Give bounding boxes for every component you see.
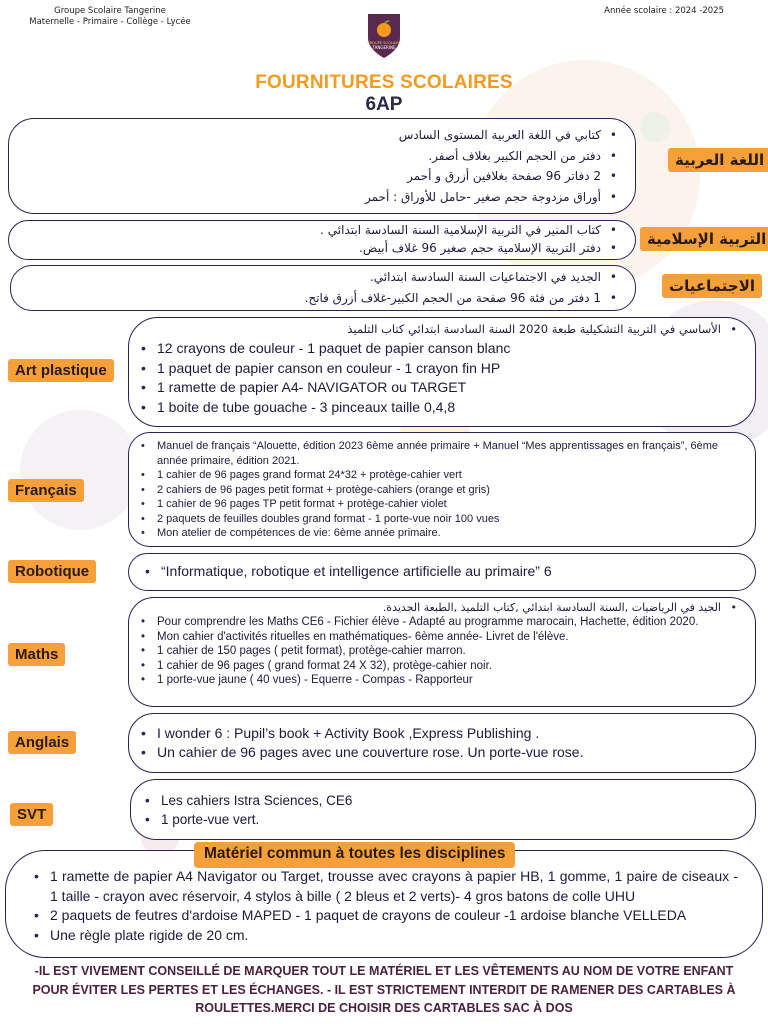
common-list: [30, 867, 738, 945]
subject-label-english: Anglais: [8, 731, 76, 754]
subject-label-art: Art plastique: [8, 359, 114, 382]
list-item: • 1 ramette de papier A4- NAVIGATOR ou TARGET: [137, 378, 737, 398]
list-item: • “Informatique, robotique et intelligence artificielle au primaire” 6: [141, 562, 741, 581]
common-section-title: Matériel commun à toutes les disciplines: [194, 842, 515, 868]
decorative-circle: [640, 112, 670, 142]
list-item: • Une règle plate rigide de 20 cm.: [30, 926, 738, 946]
list-item: • Mon atelier de compétences de vie: 6ème année primaire.: [137, 526, 743, 541]
school-header: [20, 6, 200, 28]
english-box: [128, 713, 756, 773]
subject-label-robotics: Robotique: [8, 560, 96, 583]
list-item: • 1 cahier de 96 pages ( grand format 24 X 32), protège-cahier noir.: [137, 659, 745, 674]
list-item: • 1 دفتر من فئة 96 صفحة من الحجم الكبير-غلاف أزرق فاتح.: [21, 288, 621, 309]
school-logo: [366, 12, 402, 60]
school-levels: Maternelle - Primaire - Collège - Lycée: [29, 17, 191, 27]
subject-label-maths: Maths: [8, 643, 65, 666]
french-list: [137, 439, 743, 541]
islamic-list: [21, 221, 621, 257]
maths-box: [128, 597, 756, 707]
list-item: • كتاب المنير في التربية الإسلامية السنة السادسة ابتدائي .: [21, 221, 621, 239]
subject-label-svt: SVT: [10, 803, 53, 826]
subject-label-arabic: اللغة العربية: [668, 148, 768, 172]
footer-notice: -IL EST VIVEMENT CONSEILLÉ DE MARQUER TOUT LE MATÉRIEL ET LES VÊTEMENTS AU NOM DE VOTRE ENFANT POUR ÉVITER LES PERTES ET LES ÉCHANGES. - IL EST STRICTEMENT INTERDIT DE RAMENER DES CARTABLES À ROULETTES.MERCI DE CHOISIR DES CARTABLES SAC À DOS: [32, 964, 736, 1015]
list-item: • Manuel de français “Alouette, édition 2023 6ème année primaire + Manuel “Mes apprentissages en français”, 6ème année primaire, édition 2021.: [137, 439, 743, 468]
list-item: • دفتر من الحجم الكبير بغلاف أصفر.: [21, 146, 621, 167]
list-item: • 1 paquet de papier canson en couleur - 1 crayon fin HP: [137, 359, 737, 379]
list-item: • 2 cahiers de 96 pages petit format + protège-cahiers (orange et gris): [137, 483, 743, 498]
svt-box: [130, 779, 756, 840]
social-box: [10, 265, 636, 311]
school-year: Année scolaire : 2024 -2025: [604, 6, 724, 16]
school-name: Groupe Scolaire Tangerine: [54, 6, 166, 16]
list-item: • 1 cahier de 96 pages TP petit format + protège-cahier violet: [137, 497, 743, 512]
islamic-box: [8, 220, 636, 260]
subject-label-islamic: التربية الإسلامية: [640, 227, 768, 251]
robotics-box: [128, 553, 756, 591]
list-item: • الأساسي في التربية التشكيلية طبعة 2020 السنة السادسة ابتدائي كتاب التلميذ: [131, 320, 741, 338]
list-item: • 1 ramette de papier A4 Navigator ou Target, trousse avec crayons à papier HB, 1 gomme, 1 paire de ciseaux - 1 taille - crayon avec réservoir, 4 stylos à bille ( 2 bleus et 2 verts)- 4 gros batons de colle UHU: [30, 867, 738, 906]
maths-list: [137, 615, 745, 688]
list-item: • Un cahier de 96 pages avec une couverture rose. Un porte-vue rose.: [137, 743, 737, 762]
svt-list: [141, 792, 741, 829]
art-box: [128, 317, 756, 427]
page-title: FOURNITURES SCOLAIRES: [255, 72, 513, 93]
french-box: [128, 432, 756, 547]
list-item: • Les cahiers Istra Sciences, CE6: [141, 792, 741, 811]
decorative-circle: [20, 410, 140, 530]
list-item: • Mon cahier d'activités rituelles en mathématiques- 6ème année- Livret de l'élève.: [137, 630, 745, 645]
list-item: • 2 paquets de feutres d'ardoise MAPED - 1 paquet de crayons de couleur -1 ardoise blanche VELLEDA: [30, 906, 738, 926]
list-item: • 2 paquets de feuilles doubles grand format - 1 porte-vue noir 100 vues: [137, 512, 743, 527]
subject-label-social: الاجتماعيات: [662, 274, 762, 298]
arabic-list: [21, 125, 621, 207]
grade-title: 6AP: [365, 94, 403, 115]
list-item: • Pour comprendre les Maths CE6 - Fichier élève - Adapté au programme marocain, Hachette, édition 2020.: [137, 615, 745, 630]
list-item: • 1 boite de tube gouache - 3 pinceaux taille 0,4,8: [137, 398, 737, 418]
list-item: • 2 دفاتر 96 صفحة بغلافين أزرق و أحمر: [21, 166, 621, 187]
list-item: • 1 porte-vue jaune ( 40 vues) - Equerre - Compas - Rapporteur: [137, 673, 745, 688]
list-item: • الجديد في الاجتماعيات السنة السادسة ابتدائي.: [21, 267, 621, 288]
list-item: • دفتر التربية الإسلامية حجم صغير 96 غلاف أبيض.: [21, 239, 621, 257]
logo-text: GROUPE SCOLAIRE: [366, 41, 402, 45]
list-item: • I wonder 6 : Pupil’s book + Activity Book ,Express Publishing .: [137, 724, 737, 743]
list-item: • كتابي في اللغة العربية المستوى السادس: [21, 125, 621, 146]
english-list: [137, 724, 737, 762]
list-item: • أوراق مزدوجة حجم صغير -حامل للأوراق : أحمر: [21, 187, 621, 208]
robotics-list: [141, 562, 741, 581]
maths-arabic-list: [141, 599, 741, 616]
logo-text: TANGERINE: [372, 45, 396, 50]
art-arabic-list: [131, 320, 741, 338]
list-item: • 12 crayons de couleur - 1 paquet de papier canson blanc: [137, 339, 737, 359]
list-item: • الجيد في الرياضيات ,السنة السادسة ابتدائي ,كتاب التلميذ ,الطبعة الجديدة.: [141, 599, 741, 616]
social-list: [21, 267, 621, 309]
subject-label-french: Français: [8, 479, 84, 502]
list-item: • 1 cahier de 150 pages ( petit format), protège-cahier marron.: [137, 644, 745, 659]
list-item: • 1 porte-vue vert.: [141, 811, 741, 830]
art-list: [137, 339, 737, 417]
list-item: • 1 cahier de 96 pages grand format 24*32 + protège-cahier vert: [137, 468, 743, 483]
arabic-box: [8, 118, 636, 214]
